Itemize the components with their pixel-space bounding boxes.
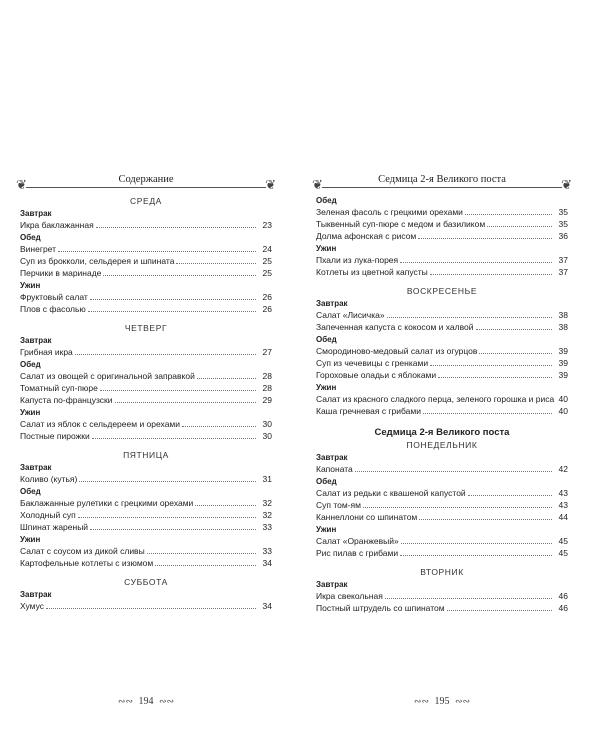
meal-heading: Обед <box>316 477 337 486</box>
entry-page: 36 <box>558 231 568 241</box>
day-heading: ВОСКРЕСЕНЬЕ <box>406 286 478 296</box>
page-footer <box>316 696 568 707</box>
entry-page: 40 <box>558 394 568 404</box>
entry-title: Плов с фасолью <box>20 304 86 314</box>
entry-page: 34 <box>262 601 272 611</box>
entry-title: Постные пирожки <box>20 431 90 441</box>
dot-leader <box>78 517 256 518</box>
toc-entry <box>20 292 272 303</box>
meal-heading: Завтрак <box>20 590 52 599</box>
dot-leader <box>430 365 552 366</box>
dot-leader <box>176 263 256 264</box>
meal-heading: Ужин <box>316 525 337 534</box>
dot-leader <box>476 329 553 330</box>
dot-leader <box>79 481 256 482</box>
toc-entry <box>316 267 568 278</box>
toc-entry <box>316 231 568 242</box>
dot-leader <box>385 598 552 599</box>
toc-entry <box>20 347 272 358</box>
ornament-icon: ∾∾ <box>413 697 429 707</box>
toc-entry <box>316 219 568 230</box>
entry-page: 38 <box>558 310 568 320</box>
running-header <box>16 168 276 194</box>
entry-title: Шпинат жареный <box>20 522 89 532</box>
meal-heading: Завтрак <box>316 453 348 462</box>
entry-title: Котлеты из цветной капусты <box>316 267 428 277</box>
entry-page: 33 <box>262 522 272 532</box>
entry-page: 23 <box>262 220 272 230</box>
entry-title: Капуста по-французски <box>20 395 113 405</box>
entry-page: 45 <box>558 536 568 546</box>
toc-entry <box>316 603 568 614</box>
toc-entry <box>316 255 568 266</box>
header-title: Седмица 2-я Великого поста <box>374 174 510 185</box>
entry-page: 25 <box>262 256 272 266</box>
toc-entry <box>316 548 568 559</box>
dot-leader <box>355 471 552 472</box>
dot-leader <box>487 226 552 227</box>
day-heading: СУББОТА <box>124 577 168 587</box>
ornament-icon: ∾∾ <box>117 697 133 707</box>
entry-page: 40 <box>558 406 568 416</box>
entry-page: 31 <box>262 474 272 484</box>
meal-heading: Завтрак <box>20 336 52 345</box>
toc-entry <box>316 488 568 499</box>
day-heading: ЧЕТВЕРГ <box>124 323 168 333</box>
running-header <box>312 168 572 194</box>
page-footer <box>20 696 272 707</box>
meal-heading: Обед <box>316 335 337 344</box>
meal-heading: Ужин <box>316 244 337 253</box>
toc-content <box>316 196 568 614</box>
entry-page: 45 <box>558 548 568 558</box>
toc-entry <box>316 394 568 405</box>
entry-title: Капоната <box>316 464 353 474</box>
toc-entry <box>20 498 272 509</box>
entry-title: Холодный суп <box>20 510 76 520</box>
entry-page: 34 <box>262 558 272 568</box>
entry-page: 46 <box>558 591 568 601</box>
entry-page: 29 <box>262 395 272 405</box>
entry-page: 37 <box>558 267 568 277</box>
entry-page: 39 <box>558 370 568 380</box>
dot-leader <box>90 529 256 530</box>
toc-entry <box>20 371 272 382</box>
ornament-icon: ∾∾ <box>159 697 175 707</box>
entry-page: 26 <box>262 292 272 302</box>
toc-entry <box>316 500 568 511</box>
dot-leader <box>90 299 256 300</box>
entry-page: 39 <box>558 346 568 356</box>
entry-title: Каннеллони со шпинатом <box>316 512 418 522</box>
fleuron-icon: ❦ <box>312 178 323 193</box>
header-rule <box>26 187 266 188</box>
fleuron-icon: ❦ <box>265 178 276 193</box>
dot-leader <box>92 438 256 439</box>
left-page <box>16 168 276 707</box>
dot-leader <box>479 353 552 354</box>
dot-leader <box>400 262 552 263</box>
toc-entry <box>316 464 568 475</box>
meal-heading: Ужин <box>316 383 337 392</box>
meal-heading: Завтрак <box>316 299 348 308</box>
entry-page: 30 <box>262 419 272 429</box>
entry-title: Смородиново-медовый салат из огурцов <box>316 346 478 356</box>
meal-heading: Ужин <box>20 408 41 417</box>
toc-entry <box>316 358 568 369</box>
entry-page: 28 <box>262 383 272 393</box>
entry-title: Салат из редьки с квашеной капустой <box>316 488 466 498</box>
dot-leader <box>155 565 256 566</box>
entry-page: 28 <box>262 371 272 381</box>
dot-leader <box>465 214 552 215</box>
toc-entry <box>20 256 272 267</box>
entry-page: 33 <box>262 546 272 556</box>
entry-title: Салат с соусом из дикой сливы <box>20 546 145 556</box>
toc-entry <box>20 431 272 442</box>
entry-title: Перчики в маринаде <box>20 268 102 278</box>
entry-page: 37 <box>558 255 568 265</box>
entry-title: Грибная икра <box>20 347 73 357</box>
ornament-icon: ∾∾ <box>455 697 471 707</box>
header-title: Содержание <box>114 174 177 185</box>
header-rule <box>322 187 562 188</box>
entry-page: 26 <box>262 304 272 314</box>
dot-leader <box>103 275 256 276</box>
entry-title: Икра баклажанная <box>20 220 94 230</box>
toc-entry <box>20 395 272 406</box>
entry-title: Салат «Лисичка» <box>316 310 385 320</box>
entry-page: 35 <box>558 207 568 217</box>
toc-entry <box>316 536 568 547</box>
entry-title: Запеченная капуста с кокосом и халвой <box>316 322 474 332</box>
entry-title: Икра свекольная <box>316 591 383 601</box>
dot-leader <box>96 227 256 228</box>
entry-page: 24 <box>262 244 272 254</box>
toc-entry <box>20 244 272 255</box>
entry-title: Томатный суп-пюре <box>20 383 98 393</box>
meal-heading: Ужин <box>20 535 41 544</box>
dot-leader <box>400 555 552 556</box>
page-number: 194 <box>138 696 154 707</box>
toc-entry <box>316 346 568 357</box>
toc-entry <box>316 591 568 602</box>
dot-leader <box>195 505 256 506</box>
toc-entry <box>316 370 568 381</box>
entry-page: 32 <box>262 510 272 520</box>
entry-title: Суп из чечевицы с гренками <box>316 358 429 368</box>
meal-heading: Завтрак <box>20 209 52 218</box>
entry-page: 39 <box>558 358 568 368</box>
toc-entry <box>20 510 272 521</box>
toc-entry <box>316 310 568 321</box>
entry-title: Зеленая фасоль с грецкими орехами <box>316 207 463 217</box>
toc-entry <box>20 220 272 231</box>
dot-leader <box>363 507 552 508</box>
dot-leader <box>75 354 256 355</box>
toc-entry <box>20 383 272 394</box>
meal-heading: Обед <box>20 233 41 242</box>
toc-entry <box>20 601 272 612</box>
day-heading: СРЕДА <box>130 196 162 206</box>
toc-entry <box>20 558 272 569</box>
dot-leader <box>88 311 256 312</box>
toc-entry <box>20 268 272 279</box>
entry-title: Баклажанные рулетики с грецкими орехами <box>20 498 194 508</box>
entry-page: 44 <box>558 512 568 522</box>
entry-title: Хумус <box>20 601 44 611</box>
dot-leader <box>58 251 256 252</box>
entry-title: Салат из овощей с оригинальной заправкой <box>20 371 195 381</box>
fleuron-icon: ❦ <box>16 178 27 193</box>
day-heading: ПЯТНИЦА <box>123 450 169 460</box>
day-heading: ПОНЕДЕЛЬНИК <box>406 440 478 450</box>
toc-content <box>20 196 272 612</box>
entry-title: Салат из красного сладкого перца, зеленого горошка и риса <box>316 394 555 404</box>
entry-title: Картофельные котлеты с изюмом <box>20 558 154 568</box>
fleuron-icon: ❦ <box>561 178 572 193</box>
entry-title: Коливо (кутья) <box>20 474 78 484</box>
entry-title: Долма афонская с рисом <box>316 231 417 241</box>
entry-page: 42 <box>558 464 568 474</box>
entry-page: 35 <box>558 219 568 229</box>
entry-title: Суп из брокколи, сельдерея и шпината <box>20 256 175 266</box>
entry-title: Каша гречневая с грибами <box>316 406 422 416</box>
page-number: 195 <box>434 696 450 707</box>
entry-title: Постный штрудель со шпинатом <box>316 603 445 613</box>
dot-leader <box>182 426 256 427</box>
dot-leader <box>423 413 552 414</box>
dot-leader <box>100 390 256 391</box>
dot-leader <box>401 543 552 544</box>
toc-entry <box>20 474 272 485</box>
meal-heading: Обед <box>20 487 41 496</box>
dot-leader <box>46 608 256 609</box>
meal-heading: Ужин <box>20 281 41 290</box>
entry-title: Винегрет <box>20 244 57 254</box>
meal-heading: Завтрак <box>316 580 348 589</box>
dot-leader <box>418 238 552 239</box>
right-page <box>312 168 572 707</box>
day-heading: ВТОРНИК <box>420 567 464 577</box>
entry-title: Пхали из лука-порея <box>316 255 399 265</box>
entry-title: Тыквенный суп-пюре с медом и базиликом <box>316 219 486 229</box>
dot-leader <box>430 274 552 275</box>
meal-heading: Завтрак <box>20 463 52 472</box>
toc-entry <box>316 406 568 417</box>
entry-title: Суп том-ям <box>316 500 361 510</box>
entry-title: Фруктовый салат <box>20 292 88 302</box>
dot-leader <box>447 610 552 611</box>
entry-page: 46 <box>558 603 568 613</box>
entry-page: 30 <box>262 431 272 441</box>
dot-leader <box>438 377 552 378</box>
dot-leader <box>387 317 552 318</box>
dot-leader <box>468 495 552 496</box>
entry-page: 25 <box>262 268 272 278</box>
entry-page: 38 <box>558 322 568 332</box>
toc-entry <box>20 304 272 315</box>
toc-entry <box>316 512 568 523</box>
toc-entry <box>20 522 272 533</box>
entry-title: Рис пилав с грибами <box>316 548 399 558</box>
toc-entry <box>20 419 272 430</box>
entry-title: Гороховые оладьи с яблоками <box>316 370 437 380</box>
dot-leader <box>147 553 256 554</box>
entry-title: Салат из яблок с сельдереем и орехами <box>20 419 181 429</box>
entry-page: 43 <box>558 488 568 498</box>
toc-entry <box>316 207 568 218</box>
toc-entry <box>20 546 272 557</box>
meal-heading: Обед <box>20 360 41 369</box>
entry-page: 27 <box>262 347 272 357</box>
meal-heading: Обед <box>316 196 337 205</box>
toc-entry <box>316 322 568 333</box>
entry-title: Салат «Оранжевый» <box>316 536 399 546</box>
dot-leader <box>115 402 256 403</box>
entry-page: 43 <box>558 500 568 510</box>
section-heading: Седмица 2-я Великого поста <box>374 427 510 438</box>
entry-page: 32 <box>262 498 272 508</box>
dot-leader <box>197 378 256 379</box>
dot-leader <box>419 519 552 520</box>
